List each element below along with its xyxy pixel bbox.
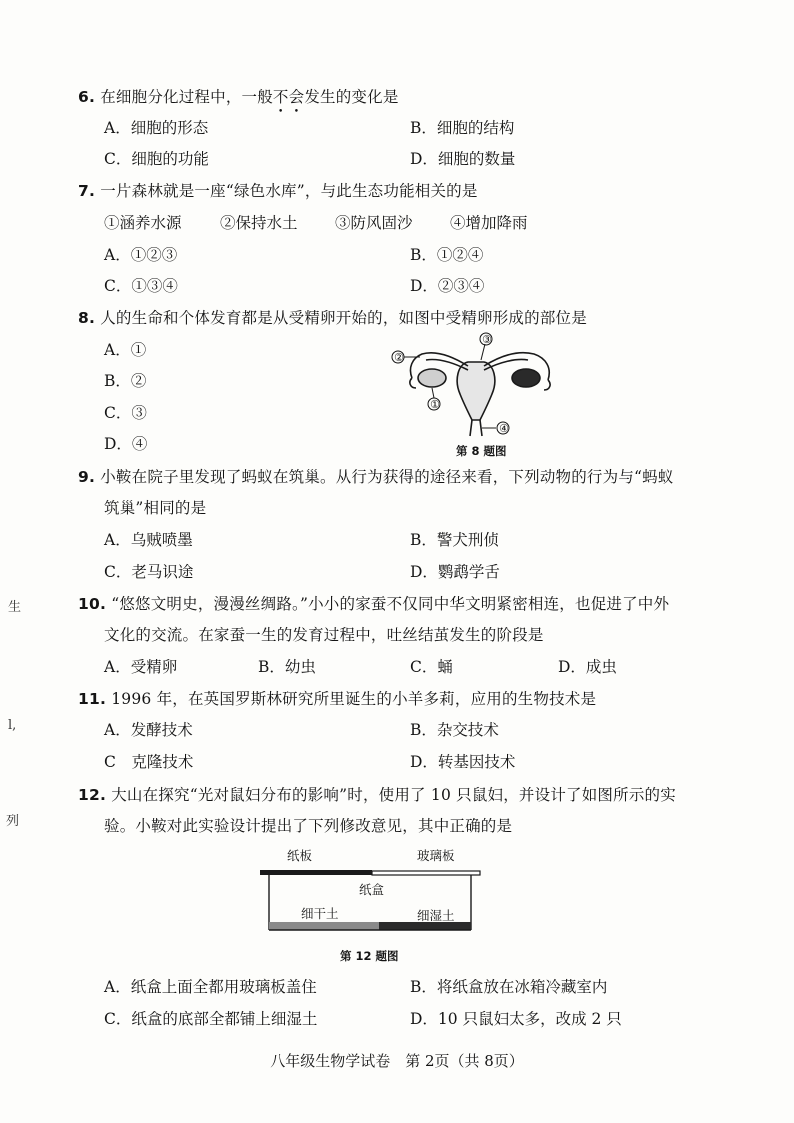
margin-mark-2: l, (8, 718, 17, 733)
q8-option-c[interactable]: C．③ (104, 404, 147, 422)
question-7-stem: 7. 一片森林就是一座“绿色水库”，与此生态功能相关的是 (78, 182, 478, 200)
question-11-stem: 11. 1996 年，在英国罗斯林研究所里诞生的小羊多莉，应用的生物技术是 (78, 690, 597, 708)
q7-option-b[interactable]: B．①②④ (410, 246, 484, 264)
question-6-stem: 6. 在细胞分化过程中，一般不会发生的变化是 (78, 88, 399, 106)
dry-soil (269, 922, 379, 930)
q7-item-4: ④增加降雨 (450, 214, 528, 232)
q9-option-b[interactable]: B．警犬刑侦 (410, 531, 499, 549)
question-10-stem-cont: 文化的交流。在家蚕一生的发育过程中，吐丝结茧发生的阶段是 (104, 626, 544, 644)
question-8-stem: 8. 人的生命和个体发育都是从受精卵开始的，如图中受精卵形成的部位是 (78, 309, 587, 327)
fig8-label-4: ④ (499, 422, 509, 435)
label-dry-soil: 细干土 (301, 906, 339, 921)
question-9-stem-cont: 筑巢”相同的是 (104, 499, 207, 517)
fig8-label-2: ② (394, 351, 404, 364)
q8-option-b[interactable]: B．② (104, 372, 147, 390)
q7-item-3: ③防风固沙 (335, 214, 413, 232)
q10-option-a[interactable]: A．受精卵 (104, 658, 178, 676)
q10-option-b[interactable]: B．幼虫 (258, 658, 316, 676)
q9-option-a[interactable]: A．乌贼喷墨 (104, 531, 193, 549)
question-9-stem: 9. 小鞍在院子里发现了蚂蚁在筑巢。从行为获得的途径来看，下列动物的行为与“蚂蚁 (78, 468, 674, 486)
q9-option-d[interactable]: D．鹦鹉学舌 (410, 563, 500, 581)
experiment-box-diagram (255, 842, 485, 942)
q6-option-b[interactable]: B．细胞的结构 (410, 119, 515, 137)
q6-option-c[interactable]: C．细胞的功能 (104, 150, 209, 168)
label-wet-soil: 细湿土 (417, 908, 455, 923)
glass-cover (372, 871, 480, 875)
figure-8-caption: 第 8 题图 (456, 444, 507, 458)
uterus-diagram (388, 332, 568, 440)
q8-option-d[interactable]: D．④ (104, 435, 148, 453)
q8-option-a[interactable]: A．① (104, 341, 147, 359)
q10-option-c[interactable]: C．蛹 (410, 658, 453, 676)
label-box: 纸盒 (359, 882, 385, 897)
q12-option-d[interactable]: D．10 只鼠妇太多，改成 2 只 (410, 1010, 622, 1028)
page-footer: 八年级生物学试卷 第 2页（共 8页） (270, 1052, 524, 1070)
q11-option-b[interactable]: B．杂交技术 (410, 721, 499, 739)
label-glass: 玻璃板 (417, 848, 455, 863)
q11-option-c[interactable]: C 克隆技术 (104, 753, 194, 771)
q9-option-c[interactable]: C．老马识途 (104, 563, 194, 581)
q10-option-d[interactable]: D．成虫 (558, 658, 617, 676)
q7-option-a[interactable]: A．①②③ (104, 246, 178, 264)
q6-option-a[interactable]: A．细胞的形态 (104, 119, 209, 137)
figure-12-caption: 第 12 题图 (340, 949, 399, 963)
q7-option-d[interactable]: D．②③④ (410, 277, 485, 295)
q12-option-a[interactable]: A．纸盒上面全都用玻璃板盖住 (104, 978, 317, 996)
question-10-stem: 10. “悠悠文明史，漫漫丝绸路。”小小的家蚕不仅同中华文明紧密相连，也促进了中外 (78, 595, 670, 613)
wet-soil (379, 922, 471, 930)
q11-option-a[interactable]: A．发酵技术 (104, 721, 193, 739)
q7-option-c[interactable]: C．①③④ (104, 277, 178, 295)
q12-option-c[interactable]: C．纸盒的底部全都铺上细湿土 (104, 1010, 318, 1028)
fig8-label-1: ① (430, 398, 440, 411)
question-12-stem-cont: 验。小鞍对此实验设计提出了下列修改意见，其中正确的是 (104, 817, 513, 835)
q11-option-d[interactable]: D．转基因技术 (410, 753, 516, 771)
q7-item-1: ①涵养水源 (104, 214, 182, 232)
question-12-stem: 12. 大山在探究“光对鼠妇分布的影响”时，使用了 10 只鼠妇，并设计了如图所示的实 (78, 786, 676, 804)
q12-option-b[interactable]: B．将纸盒放在冰箱冷藏室内 (410, 978, 608, 996)
label-cardboard: 纸板 (287, 848, 313, 863)
cardboard-cover (260, 870, 372, 875)
margin-mark-1: 生 (8, 600, 22, 615)
margin-mark-3: 列 (6, 814, 20, 829)
q7-item-2: ②保持水土 (220, 214, 298, 232)
fig8-label-3: ③ (482, 333, 492, 346)
q6-option-d[interactable]: D．细胞的数量 (410, 150, 516, 168)
